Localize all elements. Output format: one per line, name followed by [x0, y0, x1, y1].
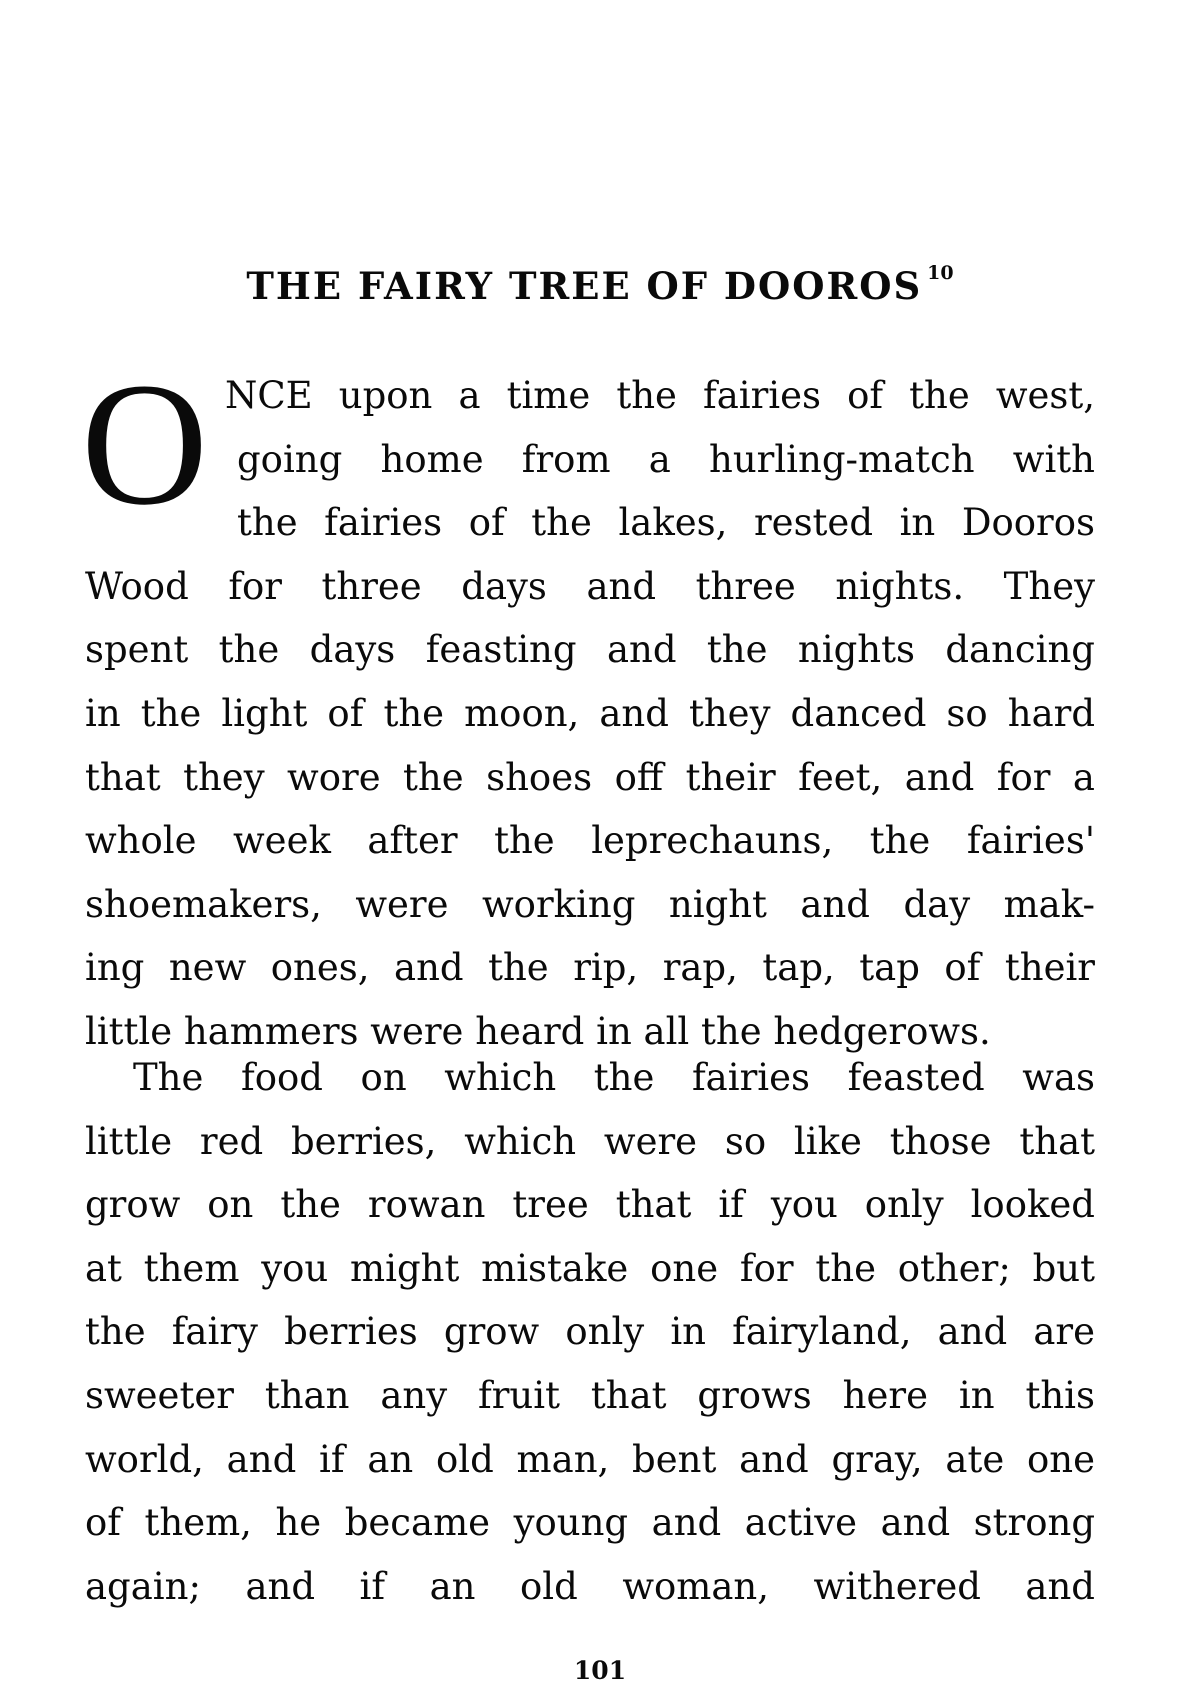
- text-line: again; and if an old woman, withered and: [85, 1564, 1095, 1608]
- text-line: little red berries, which were so like those that: [85, 1119, 1095, 1163]
- text-line: in the light of the moon, and they danced so hard: [85, 691, 1095, 735]
- paragraph-2: [85, 1046, 1095, 1618]
- text-line: shoemakers, were working night and day mak-: [85, 882, 1095, 926]
- text-line: spent the days feasting and the nights dancing: [85, 628, 1095, 672]
- text-line: whole week after the leprechauns, the fairies': [85, 819, 1095, 863]
- text-line: ing new ones, and the rip, rap, tap, tap of their: [85, 946, 1095, 990]
- text-line: at them you might mistake one for the other; but: [85, 1246, 1095, 1290]
- page-number: 101: [573, 1656, 627, 1685]
- text-line: NCE upon a time the fairies of the west,: [225, 374, 1095, 417]
- text-line: of them, he became young and active and strong: [85, 1501, 1095, 1545]
- text-line: grow on the rowan tree that if you only looked: [85, 1183, 1095, 1227]
- drop-cap: O: [81, 347, 209, 542]
- text-line: sweeter than any fruit that grows here in this: [85, 1373, 1095, 1417]
- chapter-title-text: THE FAIRY TREE OF DOOROS: [246, 264, 923, 308]
- text-line: world, and if an old man, bent and gray, ate one: [85, 1437, 1095, 1481]
- text-line: The food on which the fairies feasted was: [133, 1056, 1095, 1099]
- text-line: that they wore the shoes off their feet, and for a: [85, 755, 1095, 799]
- text-line: Wood for three days and three nights. They: [85, 564, 1095, 608]
- text-line: going home from a hurling-match with: [237, 437, 1095, 481]
- text-line: the fairy berries grow only in fairyland, and are: [85, 1310, 1095, 1354]
- text-line: the fairies of the lakes, rested in Dooros: [237, 501, 1095, 545]
- paragraph-1: [85, 364, 1095, 1064]
- chapter-title: [0, 262, 1200, 308]
- footnote-marker: 10: [927, 262, 954, 284]
- text-line: little hammers were heard in all the hedgerows.: [85, 1009, 991, 1053]
